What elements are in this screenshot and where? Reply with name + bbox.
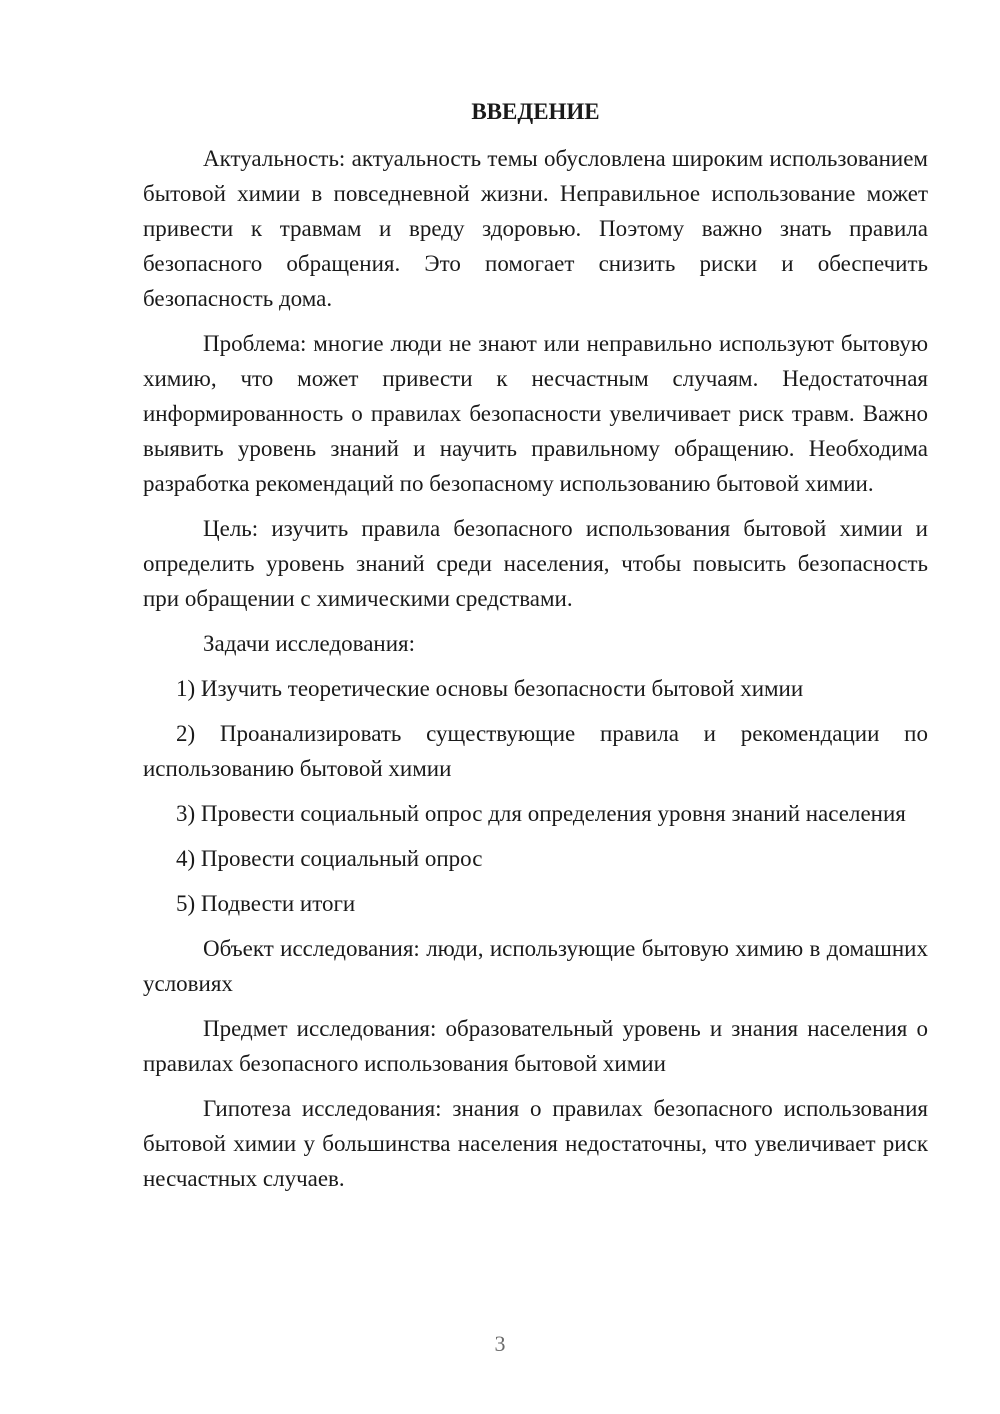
task-item-2: 2) Проанализировать существующие правила и рекомендации по использованию бытовой химии (143, 721, 928, 781)
paragraph-relevance: Актуальность: актуальность темы обусловлена широким использованием бытовой химии в повседневной жизни. Неправильное использование может привести к травмам и вреду здоровью. Поэтому важно знать правила безопасного обращения. Это помогает снизить риски и обеспечить безопасность дома. (143, 146, 928, 311)
document-body (143, 94, 928, 1206)
task-item-4: 4) Провести социальный опрос (176, 846, 483, 871)
paragraph-problem: Проблема: многие люди не знают или неправильно используют бытовую химию, что может привести к несчастным случаям. Недостаточная информированность о правилах безопасности увеличивает риск травм. Важно выявить уровень знаний и научить правильному обращению. Необходима разработка рекомендаций по безопасному использованию бытовой химии. (143, 331, 928, 496)
tasks-heading: Задачи исследования: (203, 631, 416, 656)
paragraph-object: Объект исследования: люди, использующие бытовую химию в домашних условиях (143, 936, 928, 996)
task-item-3: 3) Провести социальный опрос для определения уровня знаний населения (176, 801, 906, 826)
paragraph-goal: Цель: изучить правила безопасного использования бытовой химии и определить уровень знаний среди населения, чтобы повысить безопасность при обращении с химическими средствами. (143, 516, 928, 611)
page-title: ВВЕДЕНИЕ (471, 99, 600, 124)
paragraph-hypothesis: Гипотеза исследования: знания о правилах безопасного использования бытовой химии у большинства населения недостаточны, что увеличивает риск несчастных случаев. (143, 1096, 928, 1191)
task-item-5: 5) Подвести итоги (176, 891, 356, 916)
page-number: 3 (494, 1331, 506, 1356)
paragraph-subject: Предмет исследования: образовательный уровень и знания населения о правилах безопасного использования бытовой химии (143, 1016, 928, 1076)
task-item-1: 1) Изучить теоретические основы безопасности бытовой химии (176, 676, 804, 701)
